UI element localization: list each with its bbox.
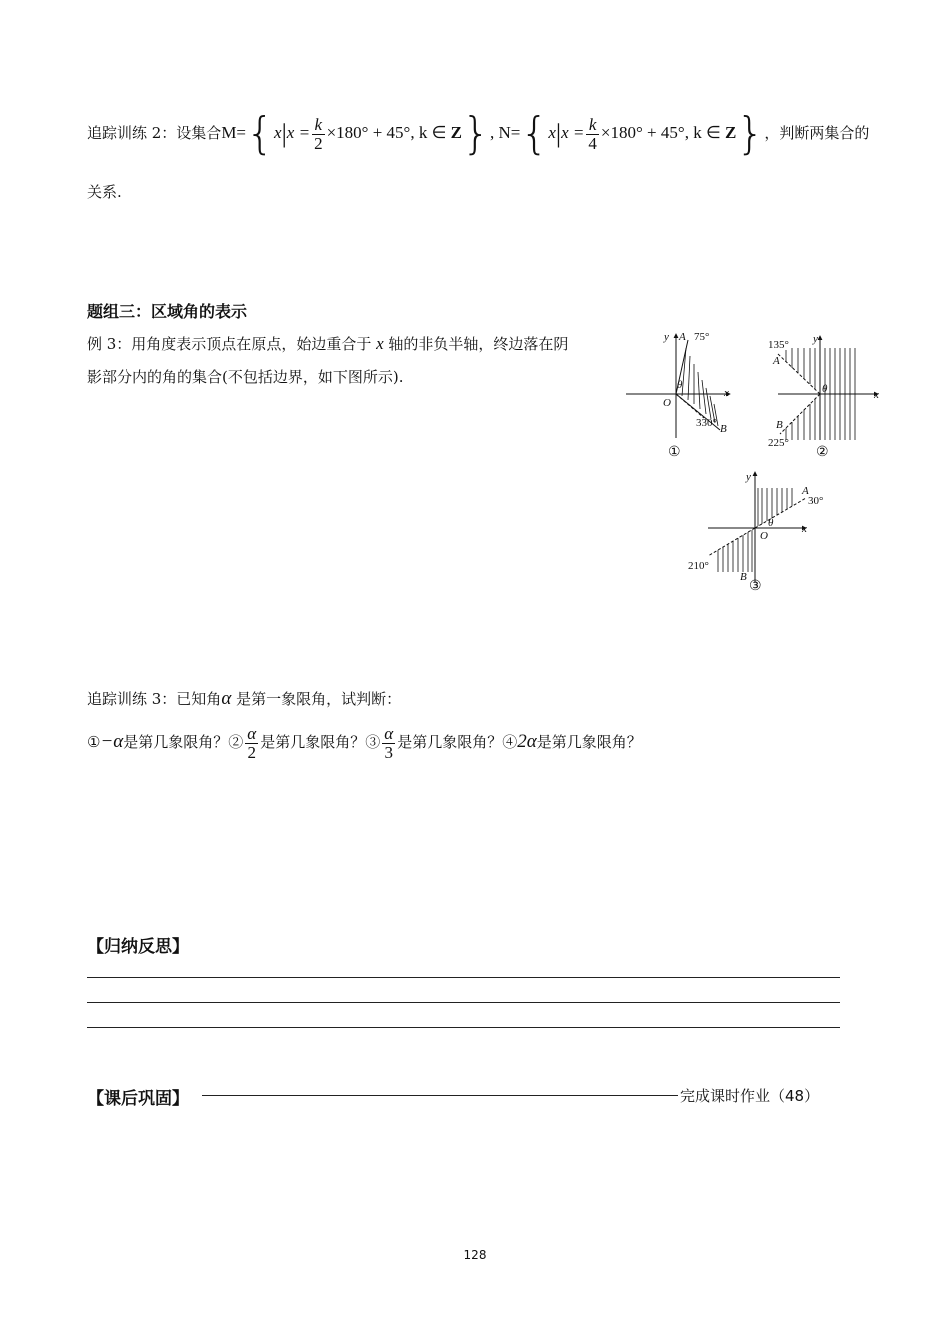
fig1-b-label: B — [720, 423, 727, 435]
fig1-number: ① — [668, 445, 681, 460]
consolidation-homework: 完成课时作业（48） — [680, 1087, 820, 1105]
fig3-y-label: y — [746, 471, 751, 483]
fig3-b-label: B — [740, 571, 747, 583]
set-n-name: , N= — [490, 123, 521, 142]
reflection-line-3 — [87, 1027, 840, 1028]
q1-expr: −α — [100, 731, 124, 752]
region-angle-figures — [610, 320, 910, 610]
figure-3 — [708, 472, 806, 582]
fig1-x-label: x — [724, 387, 729, 399]
training-2-line2: 关系. — [87, 183, 122, 201]
example3-line1: 例 3：用角度表示顶点在原点，始边重合于 x 轴的非负半轴，终边落在阴 — [87, 334, 569, 353]
fig1-angle-top: 75° — [694, 331, 710, 343]
fig1-y-label: y — [664, 331, 669, 343]
fig2-angle-top: 135° — [768, 339, 789, 351]
figure-2-labels — [768, 333, 879, 460]
fraction-alpha-over-3: $\frac{\alpha}{3}$ — [384, 723, 394, 762]
fig3-theta-label: θ — [768, 517, 774, 529]
fig3-a-label: A — [802, 485, 809, 497]
fig2-b-label: B — [776, 419, 783, 431]
training-3-questions: ①−α是第几象限角？② $\frac{\alpha}{2}$ 是第几象限角？③ $\frac{\alpha}{3}$ 是第几象限角？④2α是第几象限角？ — [87, 723, 642, 762]
fig2-angle-bottom: 225° — [768, 437, 789, 449]
training-3-line1: 追踪训练 3：已知角α 是第一象限角，试判断： — [87, 688, 402, 709]
set-m-name: M= — [221, 123, 247, 142]
reflection-heading: 【归纳反思】 — [87, 937, 189, 957]
figure-3-labels — [688, 471, 823, 594]
fig1-origin-label: O — [663, 397, 671, 409]
fig1-angle-bottom: 330° — [696, 417, 717, 429]
fig1-theta-label: θ — [677, 379, 683, 391]
fraction-k-over-2: $\frac{k}{2}$ — [314, 114, 323, 153]
consolidation-heading: 【课后巩固】 — [87, 1089, 189, 1109]
training-2-line: 追踪训练 2：设集合M={x|x = $\frac{k}{2}$ ×180° + 45°, k ∈ Z}, N={x|x = $\frac{k}{4}$ ×180° + 45°, k ∈ Z}，判断两集合的 — [87, 108, 870, 159]
fig3-number: ③ — [749, 579, 762, 594]
fig3-angle-bottom: 210° — [688, 560, 709, 572]
fig3-angle-top: 30° — [808, 495, 824, 507]
q2-number: ② — [228, 733, 244, 751]
fig2-a-label: A — [773, 355, 780, 367]
q3-number: ③ — [365, 733, 381, 751]
fig3-origin-label: O — [760, 530, 768, 542]
fig2-theta-label: θ — [822, 383, 828, 395]
fig1-a-label: A — [679, 331, 686, 343]
fig2-x-label: x — [874, 389, 879, 401]
q4-number: ④ — [502, 733, 518, 751]
reflection-line-1 — [87, 977, 840, 978]
reflection-line-2 — [87, 1002, 840, 1003]
fraction-alpha-over-2: $\frac{\alpha}{2}$ — [247, 723, 257, 762]
figure-1-labels — [663, 331, 729, 460]
q1-number: ① — [87, 733, 101, 751]
training-2-label: 追踪训练 2：设集合 — [87, 124, 222, 142]
fig2-y-label: y — [813, 333, 818, 345]
fig3-x-label: x — [802, 523, 807, 535]
fig2-number: ② — [816, 445, 829, 460]
q4-expr: 2α — [517, 731, 537, 752]
example3-line2: 影部分内的角的集合(不包括边界，如下图所示). — [87, 368, 404, 386]
fraction-k-over-4: $\frac{k}{4}$ — [588, 114, 597, 153]
page-number: 128 — [463, 1248, 487, 1262]
group3-heading: 题组三：区域角的表示 — [87, 302, 248, 321]
figure-2 — [778, 336, 878, 440]
consolidation-leader-line — [202, 1095, 678, 1096]
